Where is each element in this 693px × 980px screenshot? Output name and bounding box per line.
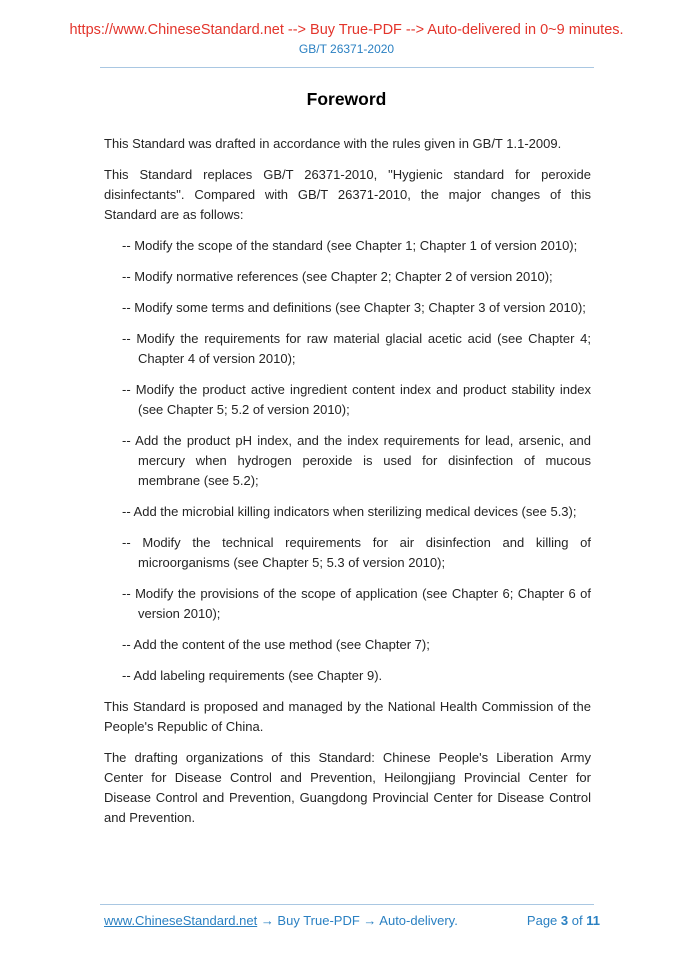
standard-number: GB/T 26371-2020 — [298, 42, 395, 56]
paragraph: This Standard replaces GB/T 26371-2010, "Hygienic standard for peroxide disinfectants". Compared with GB/T 26371-2010, the major changes of this Standard are as follows: — [104, 167, 591, 222]
page-title: Foreword — [306, 89, 387, 109]
change-list-item: -- Add the product pH index, and the index requirements for lead, arsenic, and mercury when hydrogen peroxide is used for disinfection of mucous membrane (see 5.2); — [122, 433, 591, 488]
change-list-item: -- Add the content of the use method (see Chapter 7); — [122, 637, 430, 652]
footer-divider — [100, 904, 594, 905]
footer-promo — [104, 912, 458, 930]
footer-tagline: → Buy True-PDF → Auto-delivery. — [257, 913, 458, 928]
change-list-item: -- Modify the technical requirements for air disinfection and killing of microorganisms (see Chapter 5; 5.3 of version 2010); — [122, 535, 591, 570]
change-list-item: -- Add labeling requirements (see Chapter 9). — [122, 668, 383, 683]
page-total: 11 — [586, 913, 600, 928]
paragraph: The drafting organizations of this Standard: Chinese People's Liberation Army Center for Disease Control and Prevention, Heilongjiang Provincial Center for Disease Control and Prevention, Guangdong Provincial Center for Disease Control and Prevention. — [104, 750, 591, 825]
page-label: Page — [526, 913, 558, 928]
promo-banner: https://www.ChineseStandard.net --> Buy True-PDF --> Auto-delivered in 0~9 minutes. — [69, 22, 624, 38]
change-list-item: -- Modify the requirements for raw material glacial acetic acid (see Chapter 4; Chapter 4 of version 2010); — [122, 331, 591, 366]
page-footer — [104, 912, 600, 930]
page-indicator — [527, 912, 600, 930]
footer-site-link[interactable]: www.ChineseStandard.net — [104, 913, 258, 928]
paragraph: This Standard was drafted in accordance with the rules given in GB/T 1.1-2009. — [104, 136, 562, 151]
document-body — [104, 134, 591, 828]
change-list-item: -- Modify the provisions of the scope of application (see Chapter 6; Chapter 6 of version 2010); — [122, 586, 591, 621]
change-list-item: -- Modify the scope of the standard (see Chapter 1; Chapter 1 of version 2010); — [122, 238, 578, 253]
change-list-item: -- Modify some terms and definitions (see Chapter 3; Chapter 3 of version 2010); — [122, 300, 586, 315]
paragraph: This Standard is proposed and managed by the National Health Commission of the People's Republic of China. — [104, 699, 591, 734]
page-current: 3 — [560, 913, 569, 928]
change-list-item: -- Add the microbial killing indicators when sterilizing medical devices (see 5.3); — [122, 504, 577, 519]
header-divider — [100, 67, 594, 68]
change-list-item: -- Modify normative references (see Chapter 2; Chapter 2 of version 2010); — [122, 269, 553, 284]
page-of-label: of — [571, 913, 583, 928]
change-list-item: -- Modify the product active ingredient content index and product stability index (see Chapter 5; 5.2 of version 2010); — [122, 382, 591, 417]
